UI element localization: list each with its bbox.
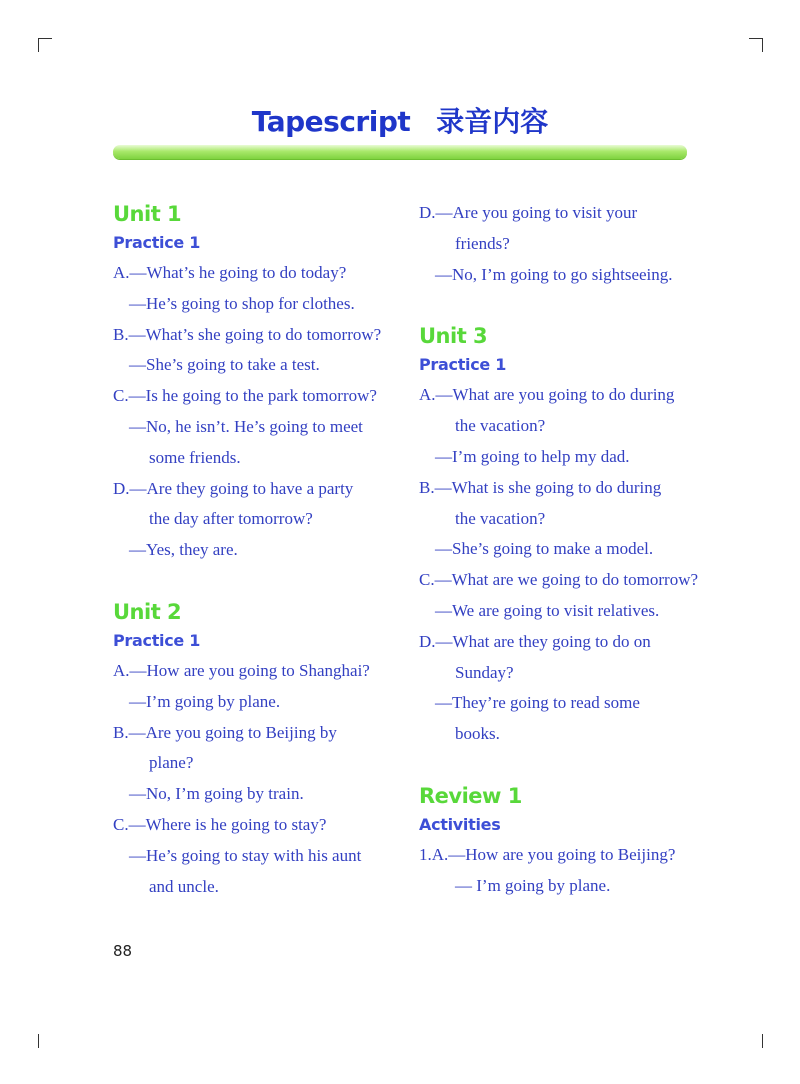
subsection-heading: Practice 1 — [113, 630, 201, 650]
dialogue-line: —No, I’m going to go sightseeing. — [435, 264, 673, 284]
section-heading: Unit 2 — [113, 599, 182, 624]
crop-mark-top-left-v — [38, 38, 39, 52]
crop-mark-top-right-h — [749, 38, 763, 39]
left-column — [113, 198, 388, 902]
section-heading: Unit 1 — [113, 202, 182, 226]
dialogue-line: books. — [455, 724, 500, 744]
dialogue-line: —She’s going to make a model. — [435, 539, 654, 559]
crop-mark-bottom-left — [38, 1034, 39, 1048]
subsection-heading: Practice 1 — [419, 355, 507, 375]
dialogue-line: the vacation? — [455, 508, 546, 528]
dialogue-line: friends? — [455, 233, 510, 253]
crop-mark-bottom-right — [762, 1034, 763, 1048]
dialogue-line: — I’m going by plane. — [455, 875, 611, 895]
section-spacer — [419, 290, 694, 320]
dialogue-line: plane? — [149, 753, 194, 773]
dialogue-line: D.—What are they going to do on — [419, 631, 651, 651]
right-column — [419, 198, 699, 902]
title-english: Tapescript — [251, 105, 411, 138]
subsection-heading: Activities — [419, 814, 501, 834]
dialogue-line: Sunday? — [455, 662, 514, 682]
page-title — [0, 100, 800, 140]
section-heading: Unit 3 — [419, 324, 488, 349]
dialogue-line: D.—Are you going to visit your — [419, 203, 638, 222]
title-underline-bar — [113, 145, 687, 159]
section-spacer — [419, 750, 694, 780]
dialogue-line: 1.A.—How are you going to Beijing? — [419, 844, 676, 864]
dialogue-line: —No, he isn’t. He’s going to meet — [129, 416, 363, 436]
dialogue-line: the day after tomorrow? — [149, 509, 313, 529]
dialogue-line: the vacation? — [455, 416, 546, 436]
dialogue-line: B.—What’s she going to do tomorrow? — [113, 324, 382, 344]
dialogue-line: —I’m going by plane. — [129, 691, 281, 711]
dialogue-line: —Yes, they are. — [129, 540, 238, 560]
dialogue-line: A.—How are you going to Shanghai? — [113, 660, 370, 680]
dialogue-line: C.—Is he going to the park tomorrow? — [113, 386, 377, 406]
dialogue-line: —No, I’m going by train. — [129, 784, 304, 804]
dialogue-line: and uncle. — [149, 876, 219, 896]
dialogue-line: some friends. — [149, 447, 241, 467]
dialogue-line: —They’re going to read some — [435, 693, 640, 713]
section-heading: Review 1 — [419, 783, 522, 808]
dialogue-line: D.—Are they going to have a party — [113, 478, 354, 498]
dialogue-line: C.—What are we going to do tomorrow? — [419, 570, 699, 590]
dialogue-line: B.—Are you going to Beijing by — [113, 722, 337, 742]
dialogue-line: C.—Where is he going to stay? — [113, 814, 327, 834]
dialogue-line: —She’s going to take a test. — [129, 355, 320, 375]
crop-mark-top-left-h — [38, 38, 52, 39]
title-chinese: 录音内容 — [436, 105, 549, 138]
dialogue-line: —He’s going to stay with his aunt — [129, 845, 362, 865]
dialogue-line: —I’m going to help my dad. — [435, 446, 630, 466]
section-spacer — [113, 566, 388, 596]
crop-mark-top-right-v — [762, 38, 763, 52]
subsection-heading: Practice 1 — [113, 233, 201, 252]
dialogue-line: A.—What’s he going to do today? — [113, 263, 347, 282]
dialogue-line: —We are going to visit relatives. — [435, 600, 660, 620]
dialogue-line: B.—What is she going to do during — [419, 477, 662, 497]
dialogue-line: —He’s going to shop for clothes. — [129, 293, 355, 313]
dialogue-line: A.—What are you going to do during — [419, 385, 675, 405]
page-number: 88 — [113, 942, 133, 960]
